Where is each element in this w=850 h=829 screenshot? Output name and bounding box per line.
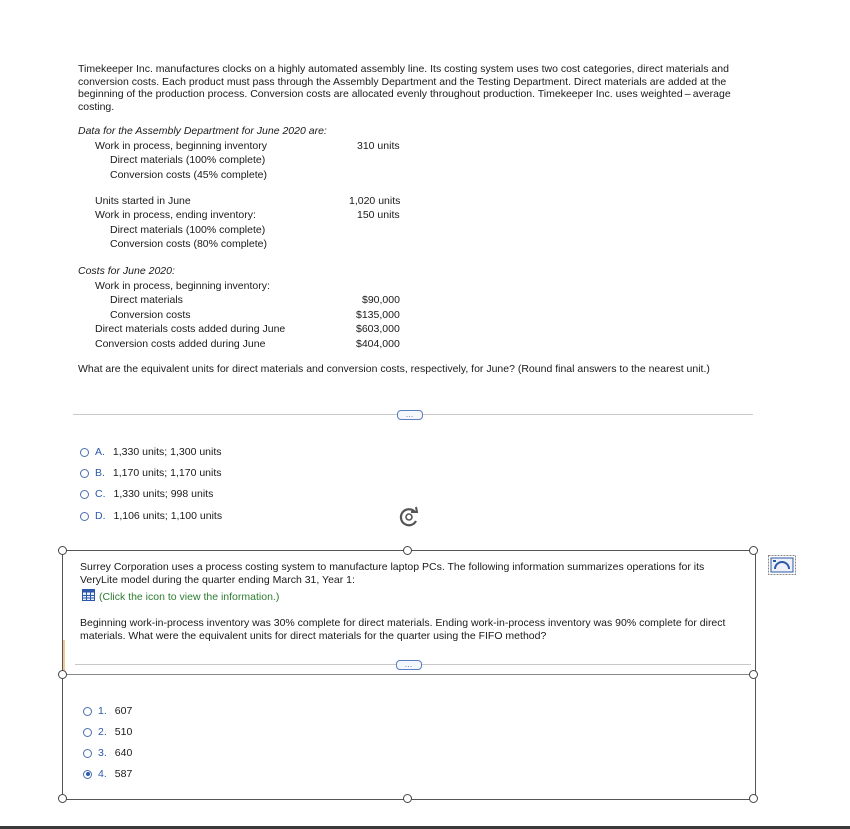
choice-letter: 2. <box>98 726 107 738</box>
cost-row-label: Work in process, beginning inventory: <box>95 280 270 292</box>
choice-4[interactable] <box>83 767 132 781</box>
choice-2[interactable] <box>83 725 132 739</box>
choice-1[interactable] <box>83 704 132 718</box>
table-icon[interactable] <box>82 589 95 604</box>
problem1-intro: Timekeeper Inc. manufactures clocks on a highly automated assembly line. Its costing system uses two cost categories, direct materials and conversion costs. Each product must pass through the Assembly Department and the Testing Department. Direct materials are added at the beginning of the production process. Conversion costs are allocated evenly throughout production. Timekeeper Inc. uses weighted – average costing. <box>78 63 731 113</box>
cost-row-label: Direct materials costs added during June <box>95 323 286 335</box>
radio-icon[interactable] <box>83 749 92 758</box>
expand-more-button[interactable]: … <box>396 660 422 670</box>
resize-handle[interactable] <box>58 670 67 679</box>
resize-handle[interactable] <box>749 670 758 679</box>
radio-icon[interactable] <box>80 448 89 457</box>
data-row-label: Work in process, beginning inventory <box>95 140 267 152</box>
choice-3[interactable] <box>83 746 132 760</box>
radio-icon[interactable] <box>83 707 92 716</box>
choice-text: 1,330 units; 1,300 units <box>112 446 222 458</box>
choice-d[interactable] <box>80 509 222 523</box>
data-row-value: 150 units <box>357 209 400 221</box>
resize-handle[interactable] <box>58 546 67 555</box>
radio-icon[interactable] <box>80 469 89 478</box>
choice-c[interactable] <box>80 487 213 501</box>
choice-letter: 1. <box>98 705 107 717</box>
data-row-label: Work in process, ending inventory: <box>95 209 256 221</box>
resize-handle[interactable] <box>749 794 758 803</box>
rotate-handle-icon[interactable] <box>397 505 423 529</box>
resize-handle[interactable] <box>58 794 67 803</box>
choice-letter: C. <box>95 488 106 500</box>
choice-letter: A. <box>95 446 105 458</box>
choice-text: 1,170 units; 1,170 units <box>112 467 222 479</box>
choice-a[interactable] <box>80 445 222 459</box>
choice-text: 1,106 units; 1,100 units <box>113 510 223 522</box>
choice-letter: 3. <box>98 747 107 759</box>
choice-letter: D. <box>95 510 106 522</box>
data-row-label: Units started in June <box>95 195 191 207</box>
cost-row-value: $404,000 <box>356 338 400 350</box>
data-row-value: 1,020 units <box>349 195 401 207</box>
expand-more-button[interactable]: … <box>397 410 423 420</box>
info-link[interactable] <box>82 589 279 604</box>
data-row-label: Conversion costs (80% complete) <box>110 238 267 250</box>
choice-text: 587 <box>114 768 133 780</box>
problem1-question: What are the equivalent units for direct materials and conversion costs, respectively, for June? (Round final answers to the nearest unit.) <box>78 363 710 375</box>
choice-b[interactable] <box>80 466 222 480</box>
radio-icon[interactable] <box>80 490 89 499</box>
choice-text: 510 <box>114 726 133 738</box>
data-heading: Data for the Assembly Department for June 2020 are: <box>78 125 327 137</box>
choice-letter: 4. <box>98 768 107 780</box>
costs-heading: Costs for June 2020: <box>78 265 175 277</box>
cost-row-label: Conversion costs <box>110 309 191 321</box>
cost-row-label: Direct materials <box>110 294 183 306</box>
resize-handle[interactable] <box>749 546 758 555</box>
data-row-label: Direct materials (100% complete) <box>110 224 266 236</box>
cost-row-value: $603,000 <box>356 323 400 335</box>
problem2-question: Beginning work-in-process inventory was 30% complete for direct materials. Ending work-in-process inventory was 90% complete for direct materials. What were the equivalent units for direct materials for the quarter using the FIFO method? <box>80 617 726 642</box>
choice-text: 1,330 units; 998 units <box>113 488 214 500</box>
choice-text: 607 <box>114 705 133 717</box>
cost-row-label: Conversion costs added during June <box>95 338 266 350</box>
selection-frame-inner <box>62 674 756 800</box>
choice-text: 640 <box>114 747 133 759</box>
image-placeholder-icon[interactable] <box>768 555 796 575</box>
resize-handle[interactable] <box>403 794 412 803</box>
data-row-value: 310 units <box>357 140 400 152</box>
radio-icon[interactable] <box>83 728 92 737</box>
radio-icon[interactable] <box>80 512 89 521</box>
info-link-text[interactable]: (Click the icon to view the information.) <box>99 590 280 603</box>
data-row-label: Conversion costs (45% complete) <box>110 169 267 181</box>
problem2-intro: Surrey Corporation uses a process costing system to manufacture laptop PCs. The following information summarizes operations for its VeryLite model during the quarter ending March 31, Year 1: <box>80 561 705 586</box>
choice-letter: B. <box>95 467 105 479</box>
radio-selected-icon[interactable] <box>83 770 92 779</box>
cost-row-value: $90,000 <box>362 294 400 306</box>
data-row-label: Direct materials (100% complete) <box>110 154 266 166</box>
resize-handle[interactable] <box>403 546 412 555</box>
cost-row-value: $135,000 <box>356 309 400 321</box>
